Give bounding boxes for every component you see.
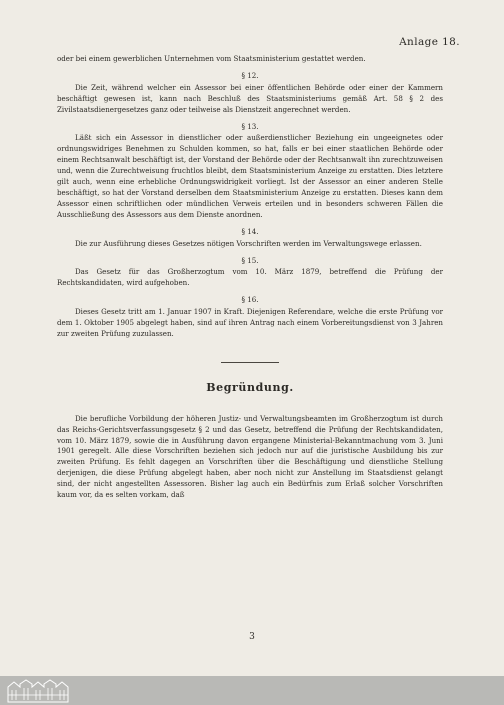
- section-16-text: Dieses Gesetz tritt am 1. Januar 1907 in Kraft. Diejenigen Referendare, welche die erste Prüfung vor dem 1. Oktober 1905 abgelegt haben, sind auf ihren Antrag nach einem Vorbereitungsdienst von 3 Jahren zur zweiten Prüfung zuzulassen.: [57, 307, 443, 338]
- appendix-label: Anlage 18.: [399, 36, 460, 48]
- section-14-text: Die zur Ausführung dieses Gesetzes nötigen Vorschriften werden im Verwaltungswege erlassen.: [75, 238, 422, 248]
- section-14-heading: § 14.: [241, 226, 259, 236]
- begruendung-text: Die berufliche Vorbildung der höheren Justiz- und Verwaltungsbeamten im Großherzogtum ist durch das Reichs-Gerichtsverfassungsgesetz § 2 und das Gesetz, betreffend die Prüfung der Rechtskandidaten, vom 10. März 1879, sowie die in Ausführung davon ergangene Ministerial-Bekanntmachung vom 3. Juni 1901 geregelt. Alle diese Vorschriften beziehen sich jedoch nur auf die juristische Ausbildung bis zur zweiten Prüfung. Es fehlt dagegen an Vorschriften über die Beschäftigung und dienstliche Stellung derjenigen, die diese Prüfung abgelegt haben, aber noch nicht zur Anstellung im Staatsdienst gelangt sind, der nicht angestellten Assessoren. Bisher lag auch ein Bedürfnis zum Erlaß solcher Vorschriften kaum vor, da es selten vorkam, daß: [57, 413, 443, 500]
- section-divider: [221, 362, 279, 363]
- section-13-text: Läßt sich ein Assessor in dienstlicher oder außerdienstlicher Beziehung ein ungeeignetes oder ordnungswidriges Benehmen zu Schulden kommen, so hat, falls er bei einer staatlichen Behörde oder einem Rechtsanwalt beschäftigt ist, der Vorstand der Behörde oder der Rechtsanwalt ihn zurechtzuweisen und, wenn die Zurechtweisung fruchtlos bleibt, dem Staatsministerium Anzeige zu erstatten. Dies letztere gilt auch, wenn eine erhebliche Ordnungswidrigkeit vorliegt. Ist der Assessor an einer anderen Stelle beschäftigt, so hat der Vorstand derselben dem Staatsministerium Anzeige zu erstatten. Dieses kann dem Assessor einen schriftlichen oder mündlichen Verweis erteilen und in besonders schweren Fällen die Ausschließung des Assessors aus dem Dienste anordnen.: [57, 133, 443, 219]
- section-16-heading: § 16.: [241, 295, 259, 305]
- section-13-heading: § 13.: [241, 121, 259, 131]
- page-number: 3: [249, 632, 255, 642]
- begruendung-heading: Begründung.: [206, 380, 294, 394]
- section-15-text: Das Gesetz für das Großherzogtum vom 10. März 1879, betreffend die Prüfung der Rechtskandidaten, wird aufgehoben.: [57, 267, 443, 288]
- document-body: [57, 54, 443, 501]
- section-15-heading: § 15.: [241, 255, 259, 265]
- section-11-continuation: oder bei einem gewerblichen Unternehmen vom Staatsministerium gestattet werden.: [57, 54, 366, 63]
- library-building-icon: [6, 678, 76, 703]
- section-12-heading: § 12.: [241, 70, 259, 80]
- section-12-text: Die Zeit, während welcher ein Assessor bei einer öffentlichen Behörde oder einer der Kammern beschäftigt gewesen ist, kann nach Beschluß des Staatsministeriums gemäß Art. 58 § 2 des Zivilstaatsdienergesetzes ganz oder teilweise als Dienstzeit angerechnet werden.: [57, 82, 443, 114]
